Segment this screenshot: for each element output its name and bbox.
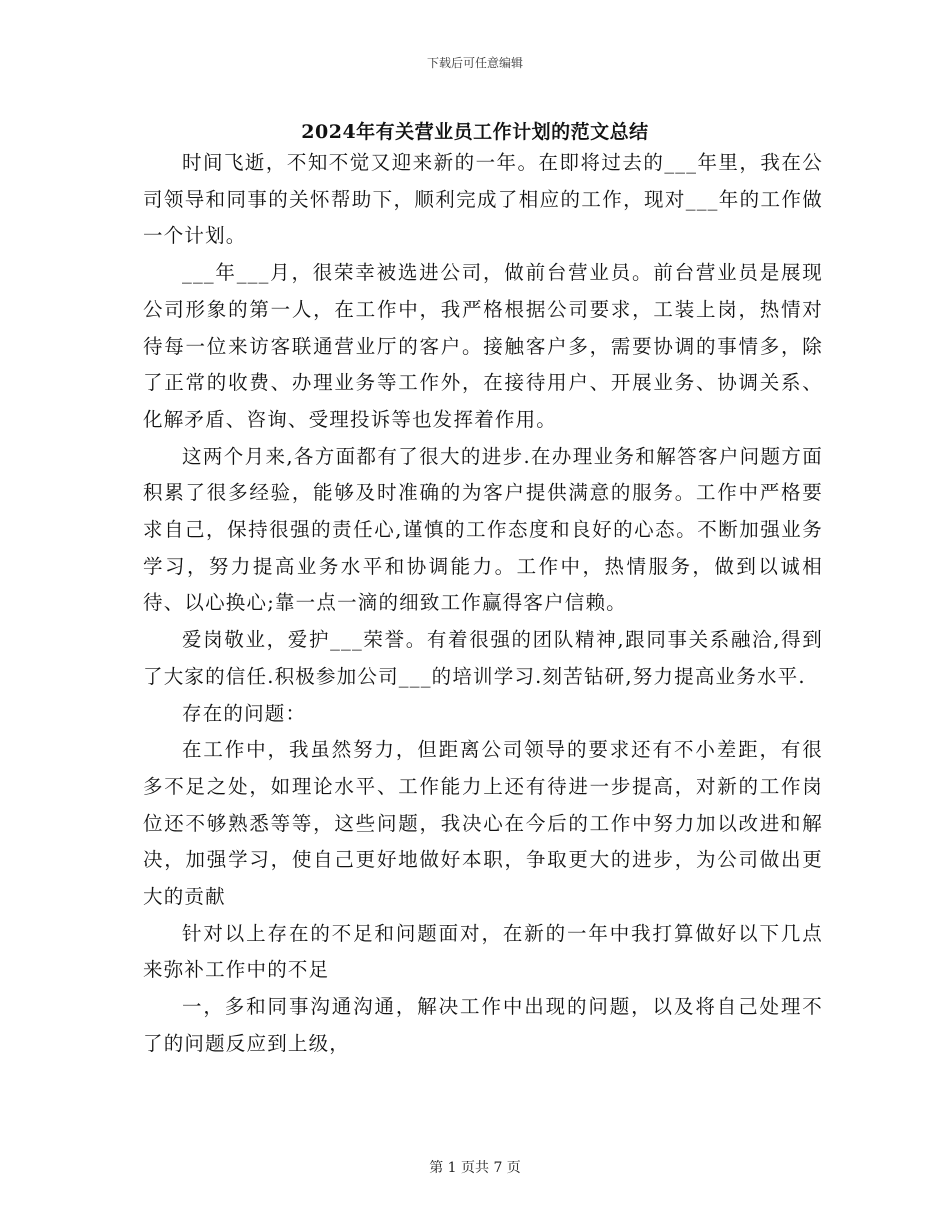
paragraph: 这两个月来,各方面都有了很大的进步.在办理业务和解答客户问题方面积累了很多经验，能够及时准确的为客户提供满意的服务。工作中严格要求自己，保持很强的责任心,谨慎的工作态度和良好的心态。不断加强业务学习，努力提高业务水平和协调能力。工作中，热情服务，做到以诚相待、以心换心;靠一点一滴的细致工作赢得客户信赖。 [143, 444, 823, 615]
document-title: 2024年有关营业员工作计划的范文总结 [301, 121, 649, 143]
paragraph: 针对以上存在的不足和问题面对，在新的一年中我打算做好以下几点来弥补工作中的不足 [143, 921, 823, 982]
paragraph: 时间飞逝，不知不觉又迎来新的一年。在即将过去的___年里，我在公司领导和同事的关怀帮助下，顺利完成了相应的工作，现对___年的工作做一个计划。 [143, 151, 823, 248]
document-body [143, 145, 823, 1063]
paragraph: ___年___月，很荣幸被选进公司，做前台营业员。前台营业员是展现公司形象的第一人，在工作中，我严格根据公司要求，工装上岗，热情对待每一位来访客联通营业厅的客户。接触客户多，需要协调的事情多，除了正常的收费、办理业务等工作外，在接待用户、开展业务、协调关系、化解矛盾、咨询、受理投诉等也发挥着作用。 [143, 261, 823, 431]
paragraph: 在工作中，我虽然努力，但距离公司领导的要求还有不小差距，有很多不足之处，如理论水平、工作能力上还有待进一步提高，对新的工作岗位还不够熟悉等等，这些问题，我决心在今后的工作中努力加以改进和解决，加强学习，使自己更好地做好本职，争取更大的进步，为公司做出更大的贡献 [143, 738, 823, 909]
paragraph: 一，多和同事沟通沟通，解决工作中出现的问题，以及将自己处理不了的问题反应到上级， [143, 995, 823, 1055]
page-footer: 第 1 页共 7 页 [429, 1160, 521, 1176]
page-header: 下载后可任意编辑 [426, 56, 523, 70]
section-heading: 存在的问题： [182, 701, 307, 725]
paragraph: 爱岗敬业，爱护___荣誉。有着很强的团队精神,跟同事关系融洽,得到了大家的信任.积极参加公司___的培训学习.刻苦钻研,努力提高业务水平. [143, 628, 823, 688]
